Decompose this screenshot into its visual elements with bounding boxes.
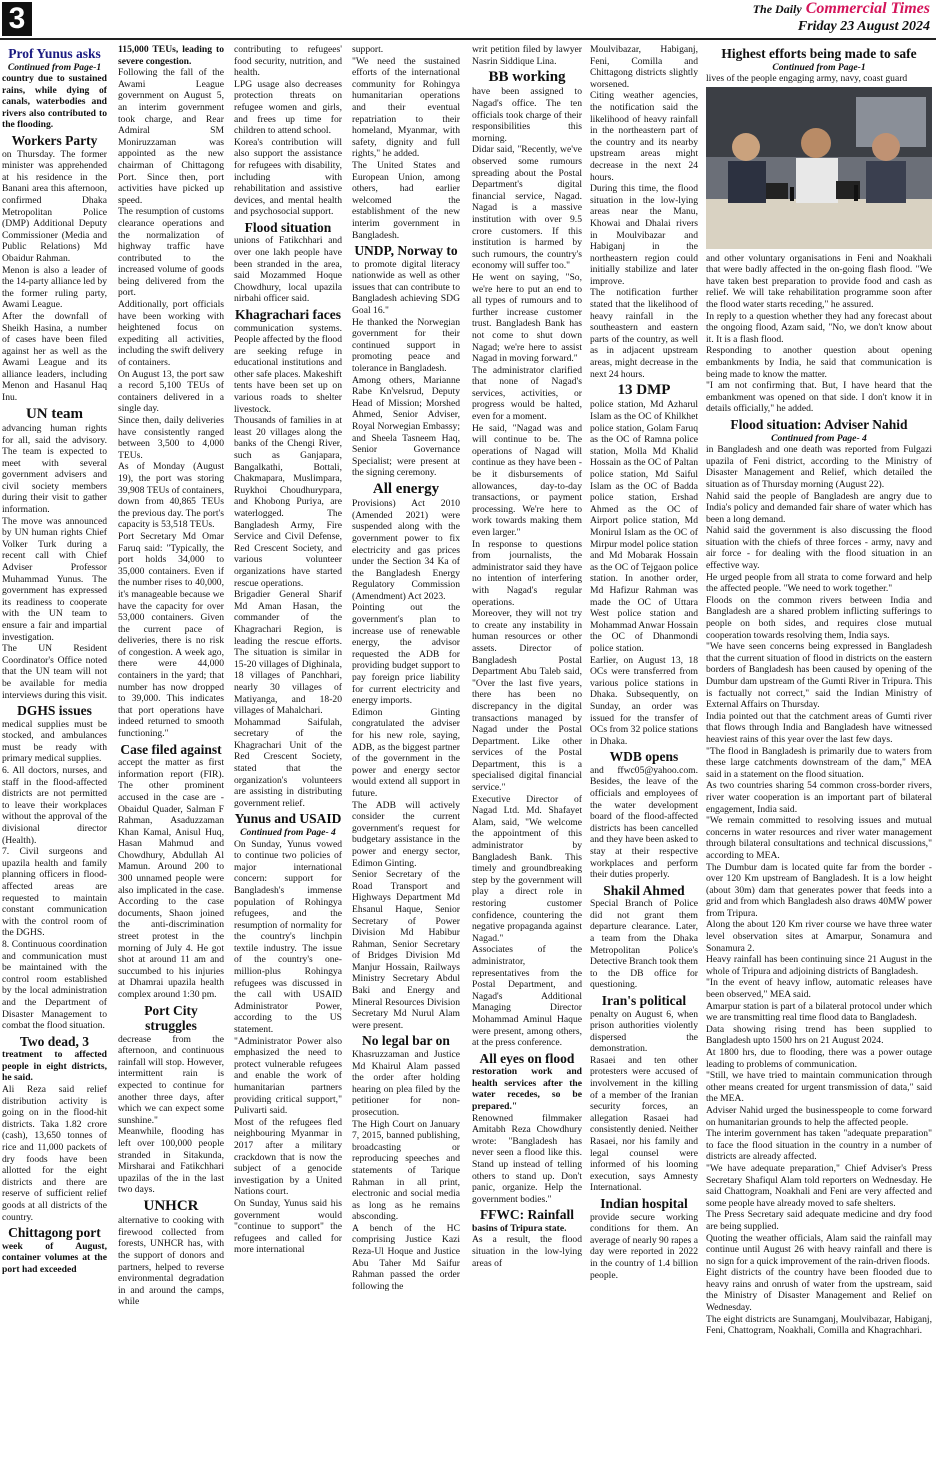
paragraph: "We have adequate preparation," Chief Adviser's Press Secretary Shafiqul Alam told reporters on Wednesday. He said Chattogram, Noakhali and Feni are very affected and some people have already moved to safe shelters. xyxy=(706,1162,932,1209)
paragraph: "The flood in Bangladesh is primarily due to waters from these large catchments downstream of the dam," MEA said in a statement on the flood situation. xyxy=(706,745,932,780)
paragraph: On August 13, the port saw a record 5,100 TEUs of containers delivered in a single day. xyxy=(118,368,224,415)
headline: Yunus and USAID xyxy=(234,811,342,827)
paragraph: and other voluntary organisations in Feni and Noakhali that were badly affected in the on-going flash flood. "We have taken best preparation to provide food and cash as relief. We will take rehabilitation programme soon after the flood water starts receding," he assured. xyxy=(706,252,932,311)
paragraph: Renowned filmmaker Amitabh Reza Chowdhury wrote: "Bangladesh has never seen a flood like this. Stand up instead of telling others to stand up. Don't panic, organize. Help the government bodies." xyxy=(472,1112,582,1205)
paragraph: The move was announced by UN human rights Chief Volker Turk during a recent call with Chief Adviser Professor Muhammad Yunus. The government has expressed its readiness to cooperate with the UN team to ensure a fair and impartial investigation. xyxy=(2,515,107,643)
paragraph: and ffwc05@yahoo.com. Besides, the leave of the officials and employees of the water development board of the flood-affected districts has been cancelled and they have been asked to stay at their respective workplaces and perform their duties properly. xyxy=(590,764,698,881)
paragraph: The administrator clarified that none of Nagad's services, activities, or progress would be halted, even for a moment. xyxy=(472,364,582,423)
paragraph: The ADB will actively consider the current government's request for budgetary assistance in the power and energy sector, Edimon Ginting. xyxy=(352,799,460,869)
paragraph: "Administrator Power also emphasized the need to protect vulnerable refugees and enable the work of humanitarian partners providing critical support," Pulivarti said. xyxy=(234,1035,342,1117)
headline: 13 DMP xyxy=(617,382,671,399)
paragraph: Port Secretary Md Omar Faruq said: "Typically, the port holds 34,000 to 35,000 containers. Even if the number rises to 40,000, it's manageable because we have the capacity for over 53,000 containers. Given the current pace of deliveries, there is no risk of congestion. A week ago, there were 44,000 containers in the yard; that number has now dropped to 39,000. This indicates that port operations have indeed returned to smooth functioning." xyxy=(118,530,224,740)
paragraph: Among others, Marianne Rabe Kn'velsrud, Deputy Head of Mission; Morshed Ahmed, Senior Adviser, Royal Norwegian Embassy; and Sheela Tasneem Haq, Senior Governance Specialist; were present at the signing ceremony. xyxy=(352,374,460,479)
headline: UNHCR xyxy=(143,1197,199,1214)
paragraph: Since then, daily deliveries have consistently ranged between 3,500 to 4,000 TEUs. xyxy=(118,415,224,461)
headline: FFWC: Rainfall xyxy=(479,1207,575,1223)
paragraph: "In the event of heavy inflow, automatic releases have been observed," MEA said. xyxy=(706,977,932,1001)
paragraph: treatment to affected people in eight districts, he said. xyxy=(2,1049,107,1084)
paragraph: Menon is also a leader of the 14-party alliance led by the former ruling party, Awami League. xyxy=(2,264,107,311)
paragraph: basins of Tripura state. xyxy=(472,1222,567,1234)
headline: Workers Party xyxy=(11,133,98,149)
paragraph: The interim government has taken "adequate preparation" to face the flood situation in the country in a number of districts are already affected. xyxy=(706,1128,932,1163)
headline: Port City struggles xyxy=(144,1002,198,1034)
paragraph: Nahid said the government is also discussing the flood situation with the chiefs of three forces - army, navy and air force - for dealing with the flood situation in an effective way. xyxy=(706,525,932,572)
paragraph: alternative to cooking with firewood collected from forests, UNHCR has, with the support of donors and partners, helped to reverse environmental degradation in and around the camps, while xyxy=(118,1215,224,1308)
column-2 xyxy=(118,44,224,1452)
headline: All eyes on flood xyxy=(479,1050,575,1066)
continued-note: Continued from Page- 4 xyxy=(771,432,867,444)
paragraph: contributing to refugees' food security, nutrition, and health. xyxy=(234,44,342,79)
paragraph: to promote digital literacy nationwide as well as other issues that can contribute to Bangladesh achieving SDG Goal 16." xyxy=(352,258,460,316)
paragraph: The Dumbur dam is located quite far from the border - over 120 Km upstream of Bangladesh. It is a low height (about 30m) dam that generates power that feeds into a grid and from which Bangladesh also draws 40MW power from Tripura. xyxy=(706,861,932,919)
continued-note: Continued from Page-1 xyxy=(772,61,866,73)
headline: Indian hospital xyxy=(600,1196,688,1212)
headline: Flood situation: Adviser Nahid xyxy=(730,417,908,433)
paragraph: Korea's contribution will also support the assistance for refugees with disability, including with rehabilitation and assistive devices, and mental health and psychosocial support. xyxy=(234,136,342,218)
paragraph: Special Branch of Police did not grant them departure clearance. Later, a team from the Dhaka Metropolitan Police's Detective Branch took them to the DB office for questioning. xyxy=(590,898,698,991)
column-6 xyxy=(590,44,698,1452)
paragraph: India pointed out that the catchment areas of Gumti river that flows through India and Bangladesh have witnessed heaviest rains of this year over the last few days. xyxy=(706,710,932,745)
paragraph: LPG usage also decreases protection threats on refugee women and girls, and frees up time for children to attend school. xyxy=(234,78,342,137)
paragraph: support. xyxy=(352,44,384,55)
paragraph: In response to questions from journalists, the administrator said they have no intention of interfering with Nagad's regular operations. xyxy=(472,538,582,608)
paragraph: "We have seen concerns being expressed in Bangladesh that the current situation of flood in districts on the eastern borders of Bangladesh has been caused by opening of the Dumbur dam upstream of the Gumti River in Tripura. This is factually not correct," said the Indian Ministry of External Affairs on Thursday. xyxy=(706,641,932,711)
paragraph: writ petition filed by lawyer Nasrin Siddique Lina. xyxy=(472,44,582,67)
paragraph: 7. Civil surgeons and upazila health and family planning officers in flood-affected areas are requested to maintain constant communication with the control room of the DGHS. xyxy=(2,846,107,939)
headline: No legal bar on xyxy=(362,1033,450,1049)
headline: Case filed against xyxy=(120,741,222,757)
headline: Chittagong port xyxy=(8,1225,101,1241)
paragraph: As two countries sharing 54 common cross-border rivers, river water cooperation is an important part of bilateral engagement, India said. xyxy=(706,780,932,815)
paragraph: Following the fall of the Awami League government on August 5, an interim government took charge, and Rear Admiral SM Moniruzzaman was appointed as the new chairman of Chittagong Port. Since then, port activities have picked up speed. xyxy=(118,67,224,206)
headline: UNDP, Norway to xyxy=(354,243,458,259)
paragraph: On Sunday, Yunus vowed to continue two policies of major international concern: support for Bangladesh's immense population of Rohingya refugees, and the resumption of normality for the country's linchpin textile industry. The issue of the country's one-million-plus Rohingya refugees was discussed in the call with USAID Administrator Power, according to the US statement. xyxy=(234,838,342,1036)
paragraph: Responding to another question about opening embankments by India, he said that communication is being made to know the matter. xyxy=(706,345,932,380)
paragraph: As of Monday (August 19), the port was storing 39,908 TEUs of containers, down from 40,865 TEUs the previous day. The port's capacity is 53,518 TEUs. xyxy=(118,461,224,531)
paragraph: Citing weather agencies, the notification said the likelihood of heavy rainfall in the northeastern part of the country and its nearby upstream areas might decrease in the next 24 hours. xyxy=(590,90,698,183)
paragraph: week of August, container volumes at the port had exceeded xyxy=(2,1240,107,1275)
paragraph: During this time, the flood situation in the low-lying areas near the Manu, Khowai and Dhalai rivers in Moulvibazar and Habiganj in the northeastern region could initially stabilize and later improve. xyxy=(590,183,698,287)
paragraph: unions of Fatikchhari and over one lakh people have been stranded in the area, said Mozammed Hoque Chowdhury, local upazila nirbahi officer said. xyxy=(234,235,342,305)
paragraph: "We remain committed to resolving issues and mutual concerns in water resources and river water management through bilateral consultations and technical discussions," according to MEA. xyxy=(706,815,932,861)
paragraph: communication systems. People affected by the flood are seeking refuge in educational institutions and other safe places. Makeshift tents have been set up on various roads to shelter livestock. xyxy=(234,322,342,415)
continued-note: Continued from Page-1 xyxy=(7,61,102,73)
page-header xyxy=(0,0,936,40)
paragraph: advancing human rights for all, said the advisory. The team is expected to meet with several government advisers and civil society members during their visit to gather information. xyxy=(2,422,107,516)
headline: UN team xyxy=(25,405,84,422)
paragraph: "We need the sustained efforts of the international community for Rohingya humanitarian operations and their eventual repatriation to their homeland, Myanmar, with safety, dignity and full rights," he added. xyxy=(352,55,460,160)
paragraph: country due to sustained rains, while dying of canals, waterbodies and rivers also contributed to the flooding. xyxy=(2,73,107,131)
headline: Flood situation xyxy=(244,219,332,235)
masthead xyxy=(753,0,930,36)
column-4 xyxy=(352,44,460,1452)
paragraph: have been assigned to Nagad's office. The ten officials took charge of their responsibilities this morning. xyxy=(472,86,582,144)
paragraph: After the downfall of Sheikh Hasina, a number of cases have been filed against her as well as the Awami League and its alliance leaders, including Menon and Hasanul Haq Inu. xyxy=(2,310,107,404)
paragraph: Moulvibazar, Habiganj, Feni, Comilla and Chittagong districts slightly worsened. xyxy=(590,44,698,90)
paragraph: Nahid said the people of Bangladesh are angry due to India's policy and demanded fair share of water which has been a long demand. xyxy=(706,490,932,525)
paragraph: accept the matter as first information report (FIR). The other prominent accused in the case are - Obaidul Quader, Salman F Rahman, Asaduzzaman Khan Kamal, Anisul Huq, Hasan Mahmud and Chowdhury, Abdullah Al Mamun. Around 200 to 300 unnamed people were also implicated in the case. According to the case documents, Shaon joined the anti-discrimination street protest in the morning of July 4. He got shot at around 11 am and succumbed to his injuries at Dhamrai upazila health complex around 1:30 pm. xyxy=(118,757,224,1001)
headline: DGHS issues xyxy=(17,703,92,719)
masthead-name2: Times xyxy=(890,0,930,17)
headline: Iran's political xyxy=(601,993,687,1008)
paragraph: lives of the people engaging army, navy, coast guard xyxy=(706,73,908,85)
paragraph: Rasaei and ten other protesters were accused of involvement in the killing of a member of the Iranian security forces, an allegation Rasaei had consistently denied. Neither Rasaei, nor his family and legal counsel were informed of his looming execution, says Amnesty International. xyxy=(590,1054,698,1194)
paragraph: Meanwhile, flooding has left over 100,000 people stranded in Sitakunda, Mirsharai and Fatikchhari upazilas of the in the last two days. xyxy=(118,1126,224,1196)
headline: WDB opens xyxy=(609,749,679,765)
column-3 xyxy=(234,44,342,1452)
paragraph: Didar said, "Recently, we've observed some rumours spreading about the Postal Department's digital financial service, Nagad. Nagad is a massive institution with over 9.5 crore customers. If this institution is harmed by such rumours, the country's economy will suffer too." xyxy=(472,144,582,272)
paragraph: In reply to a question whether they had any forecast about the ongoing flood, Azam said, "No, we don't know about it. It is a flash flood. xyxy=(706,310,932,345)
paragraph: "I am not confirming that. But, I have heard that the embankment was opened on that side. I don't know it in details officially," he added. xyxy=(706,380,932,415)
paragraph: The eight districts are Sunamganj, Moulvibazar, Habiganj, Feni, Chattogram, Noakhali, Comilla and Khagrachhari. xyxy=(706,1313,932,1337)
column-5 xyxy=(472,44,582,1452)
page-number: 3 xyxy=(2,2,32,36)
paragraph: police station, Md Azharul Islam as the OC of Khilkhet police station, Golam Faruq as the OC of Ramna police station, Molla Md Khalid Hossain as the OC of Paltan police station, Md Saiful Islam as the OC of Badda police station, Ershad Ahmed as the OC of Airport police station, Md Monirul Islam as the OC of Mirpur model police station and Md Mobarak Hossain as the OC of Tejgaon police station. In another order, Md Hafizur Rahman was made the OC of Uttara West police station and Mohammad Anwar Hossain the OC of Dhanmondi police station. xyxy=(590,399,698,654)
headline: Khagrachari faces xyxy=(234,306,342,322)
paragraph: Eight districts of the country have been flooded due to heavy rains and onrush of water from the upstream, said the Ministry of Disaster Management and Relief on Wednesday. xyxy=(706,1267,932,1314)
paragraph: Executive Director of Nagad Ltd. Md. Shafayet Alam, said, "We welcome the appointment of this administrator by Bangladesh Bank. This timely and groundbreaking step by the government will play a direct role in restoring customer confidence, countering the negative propaganda against Nagad." xyxy=(472,793,582,944)
paragraph: Amarpur station is part of a bilateral protocol under which we are transmitting real time flood data to Bangladesh. xyxy=(706,1000,932,1024)
paragraph: Heavy rainfall has been continuing since 21 August in the whole of Tripura and adjoining districts of Bangladesh. xyxy=(706,954,932,977)
paragraph: medical supplies must be stocked, and ambulances must be ready with primary medical supplies. xyxy=(2,718,107,765)
headline: Shakil Ahmed xyxy=(603,882,685,898)
paragraph: He thanked the Norwegian government for their continued support in promoting peace and tolerance in Bangladesh. xyxy=(352,316,460,374)
paragraph: Adviser Nahid urged the businesspeople to come forward on humanitarian grounds to help the affected people. xyxy=(706,1104,932,1128)
paragraph: Mohammad Saifulah, secretary of the Khagrachari Unit of the Red Crescent Society, stated that the organization's volunteers are assisting in distributing government relief. xyxy=(234,716,342,809)
paragraph: 115,000 TEUs, leading to severe congestion. xyxy=(118,44,224,67)
paragraph: Provisions) Act 2010 (Amended 2021) were suspended along with the government power to fix electricity and gas prices under the Section 34 Ka of the Bangladesh Energy Regulatory Commission (Amendment) Act 2023. xyxy=(352,498,460,602)
paragraph: in Bangladesh and one death was reported from Fulgazi upazila of Feni district, according to the Ministry of Disaster Management and Relief, which detailed the situation as of Thursday morning (August 22). xyxy=(706,444,932,490)
column-7 xyxy=(706,44,932,1452)
paragraph: He said, "Nagad was and will continue to be. The operations of Nagad will continue as they have been - be it disbursements of allowances, day-to-day transactions, or payment processing. We're here to work towards making them even larger." xyxy=(472,422,582,538)
paragraph: provide secure working conditions for them. An average of nearly 90 rapes a day were reported in 2022 in the country of 1.4 billion people. xyxy=(590,1211,698,1281)
masthead-name1: Commercial xyxy=(805,0,887,17)
paragraph: Floods on the common rivers between India and Bangladesh are a shared problem inflicting sufferings to people on both sides, and requires close mutual cooperation towards resolving them, India says. xyxy=(706,594,932,641)
paragraph: Thousands of families in at least 20 villages along the banks of the Chengi River, such as Ganjapara, Bangalkathi, Bottali, Chakmapara, Muslimpara, Ruykhoi Choudhurypara, and Khobong Puriya, are waterlogged. The Bangladesh Army, Fire Service and Civil Defense, Red Crescent Society, and various volunteer organizations have started rescue operations. xyxy=(234,415,342,589)
paragraph: Brigadier General Sharif Md Aman Hasan, the commander of the Khagrachari Region, is leading the rescue efforts. The situation is similar in 15-20 villages of Dighinala, 18 villages of Panchhari, nearly 30 villages of Matiyanga, and 18-20 villages of Mahalchari. xyxy=(234,589,342,717)
headline: BB working xyxy=(488,69,566,86)
newspaper-name xyxy=(753,0,930,18)
paragraph: penalty on August 6, when prison authorities violently dispersed the demonstration. xyxy=(590,1008,698,1055)
headline: All energy xyxy=(372,480,440,497)
paragraph: As a result, the flood situation in the low-lying areas of xyxy=(472,1234,582,1269)
paragraph: Khasruzzaman and Justice Md Khairul Alam passed the order after holding hearing on plea filed by the petitioner for non-prosecution. xyxy=(352,1048,460,1118)
paragraph: "Still, we have tried to maintain communication through other means created for urgent transmission of data," said the MEA. xyxy=(706,1070,932,1105)
paragraph: Quoting the weather officials, Alam said the rainfall may continue until August 26 with heavy rainfall and there is no sign for a quick improvement of the rain-driven floods. xyxy=(706,1232,932,1267)
paragraph: The notification further stated that the likelihood of heavy rainfall in the southeastern and eastern parts of the country, as well as in adjacent upstream areas, might decrease in the next 24 hours. xyxy=(590,287,698,380)
paragraph: He went on saying, "So, we're here to put an end to all types of rumours and to further increase customer trust. Bangladesh Bank has not come to shut down Nagad; we're here to assist Nagad in moving forward." xyxy=(472,271,582,365)
paragraph: A bench of the HC comprising Justice Kazi Reza-Ul Hoque and Justice Abu Taher Md Saifur Rahman passed the order following the xyxy=(352,1222,460,1292)
paragraph: restoration work and health services after the water recedes, so be prepared." xyxy=(472,1066,582,1113)
paragraph: The High Court on January 7, 2015, banned publishing, broadcasting or reproducing speeches and statements of Tarique Rahman in all print, electronic and social media as long as he remains absconding. xyxy=(352,1118,460,1223)
masthead-the: The Daily xyxy=(752,2,802,16)
column-1 xyxy=(2,44,107,1452)
paragraph: Earlier, on August 13, 18 OCs were transferred from various police stations in Dhaka. Subsequently, on Sunday, an order was issued for the transfer of OCs from 32 police stations in Dhaka. xyxy=(590,654,698,747)
paragraph: decrease from the afternoon, and continuous rainfall will stop. However, intermittent rain is expected to continue for another three days, after which we can expect some sunshine." xyxy=(118,1033,224,1126)
press-briefing-photo xyxy=(706,87,932,249)
paragraph: Most of the refugees fled neighbouring Myanmar in 2017 after a military crackdown that is now the subject of a genocide investigation by a United Nations court. xyxy=(234,1116,342,1198)
paragraph: At 1800 hrs, due to flooding, there was a power outage leading to problems of communication. xyxy=(706,1047,932,1070)
continued-note: Continued from Page- 4 xyxy=(240,826,336,838)
paragraph: He urged people from all strata to come forward and help the affected people. "We need to work together." xyxy=(706,571,932,595)
paragraph: Pointing out the government's plan to increase use of renewable energy, the advisor requested the ADB for providing budget support to pay foreign price liability for current electricity and energy imports. xyxy=(352,602,460,707)
headline: Prof Yunus asks xyxy=(8,46,101,61)
paragraph: Senior Secretary of the Road Transport and Highways Department Md Ehsanul Haque, Senior Secretary of Power Division Md Habibur Rahman, Senior Secretary of Bridges Division Md Manjur Hossain, Railways Ministry Secretary Abdul Baki and Energy and Mineral Resources Division Secretary Md Nurul Alam were present. xyxy=(352,869,460,1031)
paragraph: Additionally, port officials have been working with heightened focus on expediting all activities, including the swift delivery of containers. xyxy=(118,299,224,369)
paragraph: Moreover, they will not try to create any instability in human resources or other assets. Director of Bangladesh Postal Department Abu Taleb said, "Over the last five years, there has been no discrepancy in the digital transactions managed by Nagad under the Postal Department. Like other services of the Postal Department, this is a specialised digital financial service." xyxy=(472,608,582,794)
paragraph: 6. All doctors, nurses, and staff in the flood-affected districts are not permitted to leave their workplaces without the approval of the divisional director (Health). xyxy=(2,765,107,846)
paragraph: Ali Reza said relief distribution activity is going on in the flood-hit districts. Taka 1.82 crore (cash), 13,650 tonnes of rice and 11,000 packets of dry foods have been allotted for the eight districts and there are reserve of sufficient relief goods at all districts of the country. xyxy=(2,1084,107,1223)
paragraph: On Sunday, Yunus said his government would "continue to support" the refugees and called for more international xyxy=(234,1197,342,1256)
paragraph: Associates of the administrator, representatives from the Postal Department, and Nagad's Additional Managing Director Mohammad Aminul Haque were present, among others, at the press conference. xyxy=(472,944,582,1049)
issue-date: Friday 23 August 2024 xyxy=(797,19,930,34)
paragraph: Edimon Ginting congratulated the adviser for his new role, saying, ADB, as the biggest partner of the government in the power and energy sector would extend all support in future. xyxy=(352,706,460,799)
paragraph: on Thursday. The former minister was apprehended at his residence in the Banani area this afternoon, confirmed Dhaka Metropolitan Police (DMP) Additional Deputy Commissioner (Media and Public Relations) Md Obaidur Rahman. xyxy=(2,148,107,264)
headline: Two dead, 3 xyxy=(19,1033,90,1049)
paragraph: The Press Secretary said adequate medicine and dry food are being supplied. xyxy=(706,1209,932,1232)
paragraph: The United States and European Union, among others, had earlier welcomed the establishment of the new interim government in Bangladesh. xyxy=(352,159,460,241)
paragraph: The UN Resident Coordinator's Office noted that the UN team will not be available for media interviews during this visit. xyxy=(2,643,107,701)
paragraph: The resumption of customs clearance operations and the normalization of highway traffic have contributed to the increased volume of goods being delivered from the port. xyxy=(118,206,224,299)
paragraph: Data showing rising trend has been supplied to Bangladesh upto 1500 hrs on 21 August 2024. xyxy=(706,1023,932,1047)
headline: Highest efforts being made to safe xyxy=(721,46,917,61)
paragraph: Along the about 120 Km river course we have three water level observation sites at Amarpur, Sonamura and Sonamura 2. xyxy=(706,919,932,954)
paragraph: 8. Continuous coordination and communication must be maintained with the control room established by the local administration and the Department of Disaster Management to combat the flood situation. xyxy=(2,938,107,1032)
